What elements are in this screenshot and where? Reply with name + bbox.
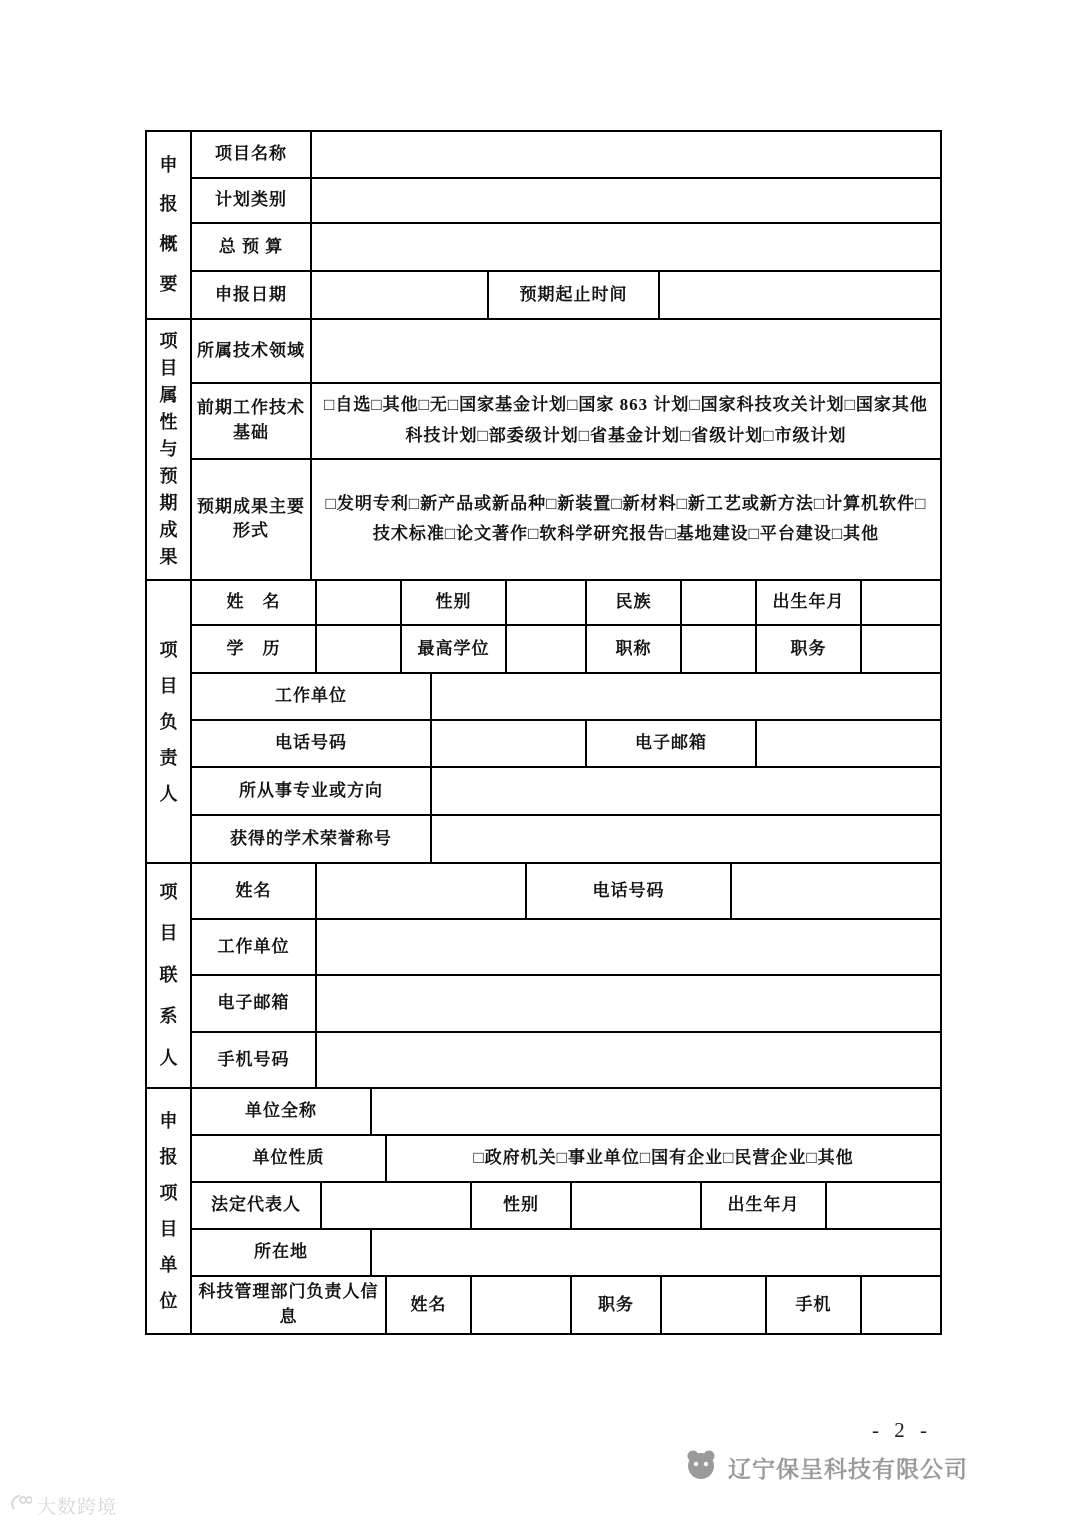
contact-phone-cell <box>731 863 941 919</box>
leader-gender-cell <box>506 580 586 625</box>
contact-email-label: 电子邮箱 <box>191 975 316 1031</box>
unit-birth-cell <box>826 1182 941 1229</box>
leader-degree-cell <box>506 625 586 673</box>
expected-period-label: 预期起止时间 <box>488 271 659 319</box>
section-title-attributes: 项目属性与预期成果 <box>146 319 191 580</box>
leader-specialty-label: 所从事专业或方向 <box>191 767 431 815</box>
corner-watermark <box>10 1492 117 1519</box>
unit-mgr-name-cell <box>471 1276 571 1334</box>
contact-mobile-label: 手机号码 <box>191 1032 316 1088</box>
prior-basis-options: □自选□其他□无□国家基金计划□国家 863 计划□国家科技攻关计划□国家其他科技计划□部委级计划□省基金计划□省级计划□市级计划 <box>311 383 941 459</box>
section-unit <box>145 1087 942 1335</box>
corner-watermark-text: 大数跨境 <box>37 1497 118 1518</box>
contact-work-unit-label: 工作单位 <box>191 919 316 975</box>
unit-legal-rep-label: 法定代表人 <box>191 1182 321 1229</box>
leader-gender-label: 性别 <box>401 580 506 625</box>
leader-work-unit-cell <box>431 673 941 720</box>
leader-ethnicity-label: 民族 <box>586 580 681 625</box>
unit-full-name-cell <box>371 1088 941 1135</box>
section-title-contact: 项目联系人 <box>146 863 191 1088</box>
company-watermark-text: 辽宁保呈科技有限公司 <box>728 1456 968 1482</box>
leader-name-cell <box>316 580 401 625</box>
section-title-summary: 申报概要 <box>146 131 191 319</box>
project-name-label: 项目名称 <box>191 131 311 178</box>
section-title-unit: 申报项目单位 <box>146 1088 191 1334</box>
unit-mgr-mobile-cell <box>861 1276 941 1334</box>
corner-logo-icon <box>10 1493 32 1519</box>
unit-mgr-mobile-label: 手机 <box>766 1276 861 1334</box>
leader-work-unit-label: 工作单位 <box>191 673 431 720</box>
unit-gender-cell <box>571 1182 701 1229</box>
prior-basis-label: 前期工作技术基础 <box>191 383 311 459</box>
unit-full-name-label: 单位全称 <box>191 1088 371 1135</box>
total-budget-cell <box>311 223 941 271</box>
leader-email-label: 电子邮箱 <box>586 720 756 767</box>
leader-birth-cell <box>861 580 941 625</box>
unit-mgr-position-label: 职务 <box>571 1276 661 1334</box>
apply-date-cell <box>311 271 488 319</box>
project-name-cell <box>311 131 941 178</box>
leader-phone-label: 电话号码 <box>191 720 431 767</box>
unit-location-label: 所在地 <box>191 1229 371 1276</box>
company-logo-icon <box>682 1448 720 1486</box>
leader-honors-cell <box>431 815 941 863</box>
unit-mgr-name-label: 姓名 <box>386 1276 471 1334</box>
unit-nature-label: 单位性质 <box>191 1135 386 1182</box>
total-budget-label: 总 预 算 <box>191 223 311 271</box>
leader-prof-title-cell <box>681 625 756 673</box>
leader-position-label: 职务 <box>756 625 861 673</box>
application-form <box>145 130 942 1335</box>
contact-mobile-cell <box>316 1032 941 1088</box>
plan-category-label: 计划类别 <box>191 178 311 223</box>
leader-specialty-cell <box>431 767 941 815</box>
leader-honors-label: 获得的学术荣誉称号 <box>191 815 431 863</box>
contact-email-cell <box>316 975 941 1031</box>
leader-email-cell <box>756 720 941 767</box>
section-summary <box>145 130 942 320</box>
unit-birth-label: 出生年月 <box>701 1182 826 1229</box>
contact-work-unit-cell <box>316 919 941 975</box>
contact-name-label: 姓名 <box>191 863 316 919</box>
leader-phone-cell <box>431 720 586 767</box>
section-title-leader: 项目负责人 <box>146 580 191 863</box>
section-leader <box>145 579 942 864</box>
expected-forms-label: 预期成果主要形式 <box>191 459 311 580</box>
tech-field-label: 所属技术领域 <box>191 319 311 383</box>
unit-location-cell <box>371 1229 941 1276</box>
leader-birth-label: 出生年月 <box>756 580 861 625</box>
leader-position-cell <box>861 625 941 673</box>
leader-ethnicity-cell <box>681 580 756 625</box>
contact-phone-label: 电话号码 <box>526 863 731 919</box>
expected-forms-options: □发明专利□新产品或新品种□新装置□新材料□新工艺或新方法□计算机软件□技术标准□论文著作□软科学研究报告□基地建设□平台建设□其他 <box>311 459 941 580</box>
unit-gender-label: 性别 <box>471 1182 571 1229</box>
section-attributes <box>145 318 942 581</box>
expected-period-cell <box>659 271 941 319</box>
page-number: - 2 - <box>872 1418 932 1442</box>
unit-mgr-position-cell <box>661 1276 766 1334</box>
leader-education-label: 学 历 <box>191 625 316 673</box>
apply-date-label: 申报日期 <box>191 271 311 319</box>
unit-tech-dept-label: 科技管理部门负责人信息 <box>191 1276 386 1334</box>
contact-name-cell <box>316 863 526 919</box>
unit-legal-rep-cell <box>321 1182 471 1229</box>
plan-category-cell <box>311 178 941 223</box>
leader-prof-title-label: 职称 <box>586 625 681 673</box>
unit-nature-options: □政府机关□事业单位□国有企业□民营企业□其他 <box>386 1135 941 1182</box>
company-watermark <box>682 1448 968 1486</box>
tech-field-cell <box>311 319 941 383</box>
leader-degree-label: 最高学位 <box>401 625 506 673</box>
leader-name-label: 姓 名 <box>191 580 316 625</box>
section-contact <box>145 862 942 1089</box>
leader-education-cell <box>316 625 401 673</box>
